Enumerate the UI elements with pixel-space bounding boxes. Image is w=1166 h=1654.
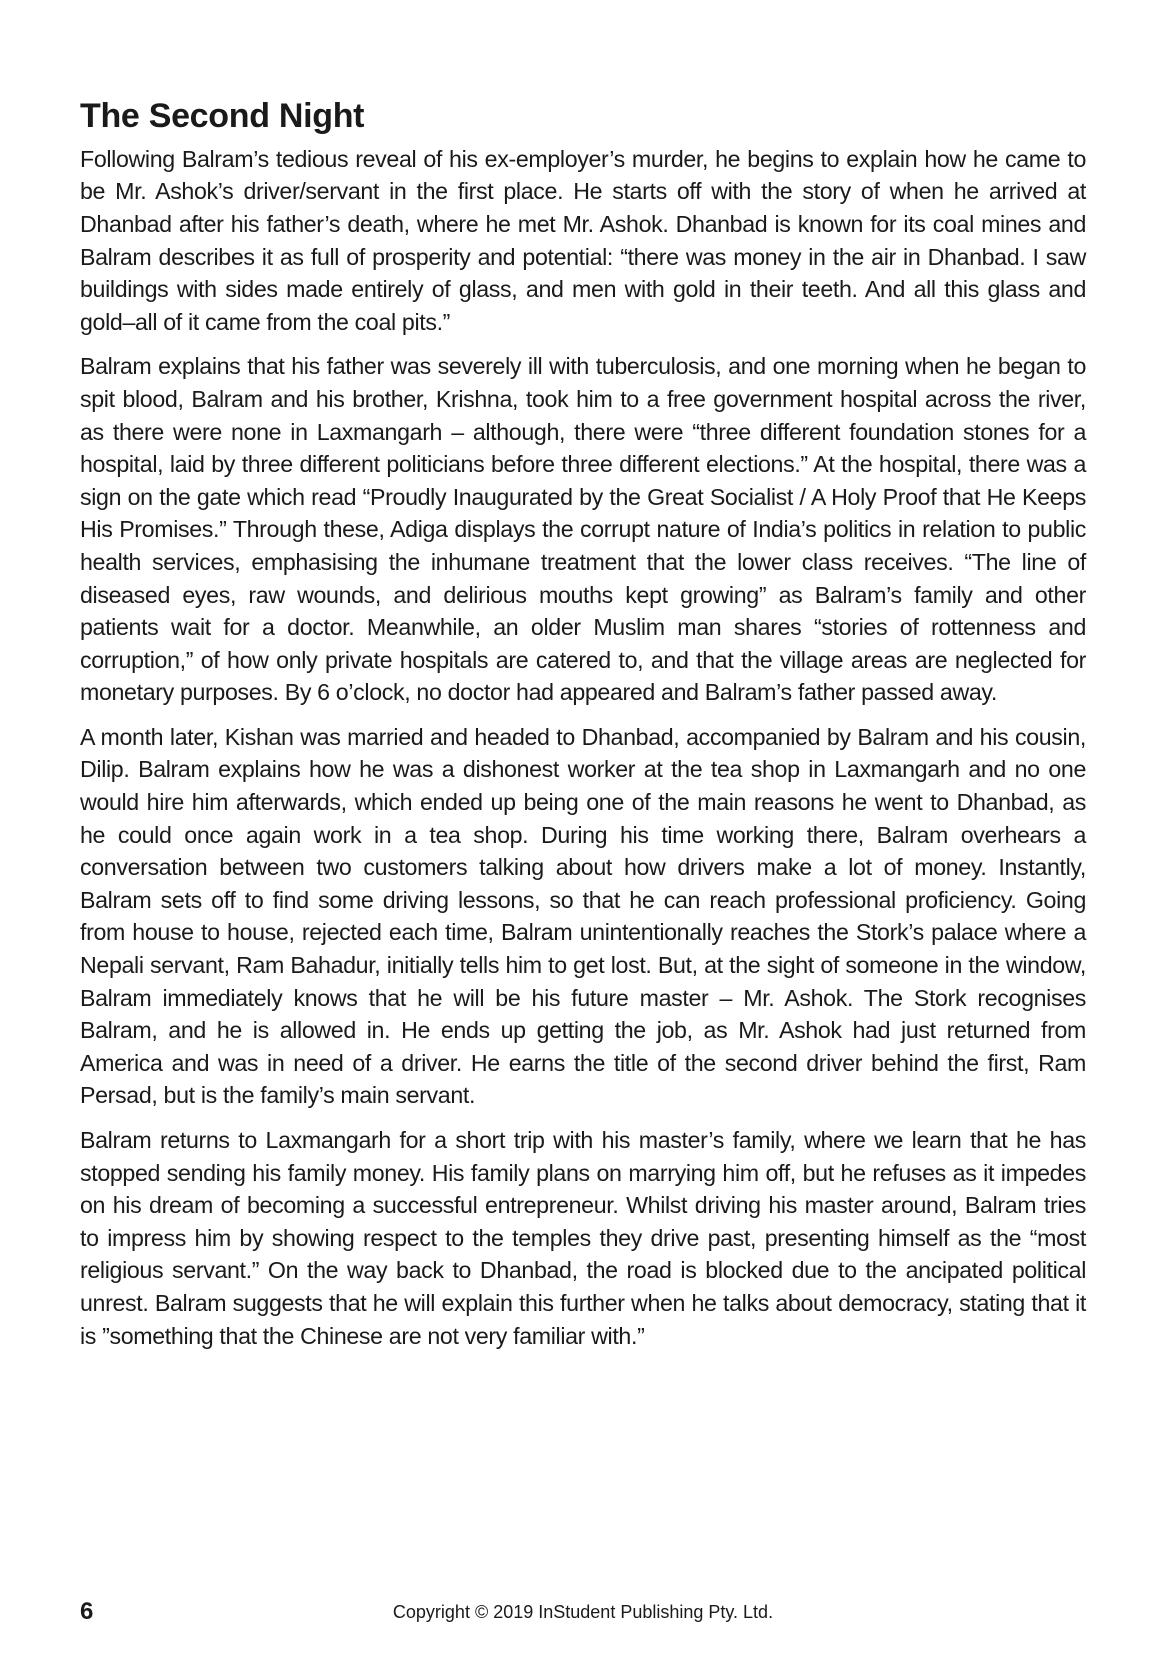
paragraph-3: A month later, Kishan was married and headed to Dhanbad, accompanied by Balram and his cousin, Dilip. Balram explains how he was a dishonest worker at the tea shop in Laxmangarh and no one would hire him afterwards, which ended up being one of the main reasons he went to Dhanbad, as he could once again work in a tea shop. During his time working there, Balram overhears a conversation between two customers talking about how drivers make a lot of money. Instantly, Balram sets off to find some driving lessons, so that he can reach professional proficiency. Going from house to house, rejected each time, Balram unintentionally reaches the Stork’s palace where a Nepali servant, Ram Bahadur, initially tells him to get lost. But, at the sight of someone in the window, Balram immediately knows that he will be his future master – Mr. Ashok. The Stork recognises Balram, and he is allowed in. He ends up getting the job, as Mr. Ashok had just returned from America and was in need of a driver. He earns the title of the second driver behind the first, Ram Persad, but is the family’s main servant. [80, 723, 1086, 1109]
page-footer [80, 1598, 1086, 1628]
paragraph-4: Balram returns to Laxmangarh for a short trip with his master’s family, where we learn that he has stopped sending his family money. His family plans on marrying him off, but he refuses as it impedes on his dream of becoming a successful entrepreneur. Whilst driving his master around, Balram tries to impress him by showing respect to the temples they drive past, presenting himself as the “most religious servant.” On the way back to Dhanbad, the road is blocked due to the ancipated political unrest. Balram suggests that he will explain this further when he talks about democracy, stating that it is ”something that the Chinese are not very familiar with.” [80, 1127, 1086, 1349]
copyright-notice: Copyright © 2019 InStudent Publishing Pty. Ltd. [392, 1602, 774, 1622]
page-number: 6 [80, 1598, 94, 1625]
page-content [80, 96, 1086, 1364]
page-title: The Second Night [80, 97, 365, 135]
paragraph-2: Balram explains that his father was severely ill with tuberculosis, and one morning when he began to spit blood, Balram and his brother, Krishna, took him to a free government hospital across the river, as there were none in Laxmangarh – although, there were “three different foundation stones for a hospital, laid by three different politicians before three different elections.” At the hospital, there was a sign on the gate which read “Proudly Inaugurated by the Great Socialist / A Holy Proof that He Keeps His Promises.” Through these, Adiga displays the corrupt nature of India’s politics in relation to public health services, emphasising the inhumane treatment that the lower class receives. “The line of diseased eyes, raw wounds, and delirious mouths kept growing” as Balram’s family and other patients wait for a doctor. Meanwhile, an older Muslim man shares “stories of rottenness and corruption,” of how only private hospitals are catered to, and that the village areas are neglected for monetary purposes. By 6 o’clock, no doctor had appeared and Balram’s father passed away. [80, 353, 1086, 706]
paragraph-1: Following Balram’s tedious reveal of his ex-employer’s murder, he begins to explain how he came to be Mr. Ashok’s driver/servant in the first place. He starts off with the story of when he arrived at Dhanbad after his father’s death, where he met Mr. Ashok. Dhanbad is known for its coal mines and Balram describes it as full of prosperity and potential: “there was money in the air in Dhanbad. I saw buildings with sides made entirely of glass, and men with gold in their teeth. And all this glass and gold–all of it came from the coal pits.” [80, 145, 1086, 335]
